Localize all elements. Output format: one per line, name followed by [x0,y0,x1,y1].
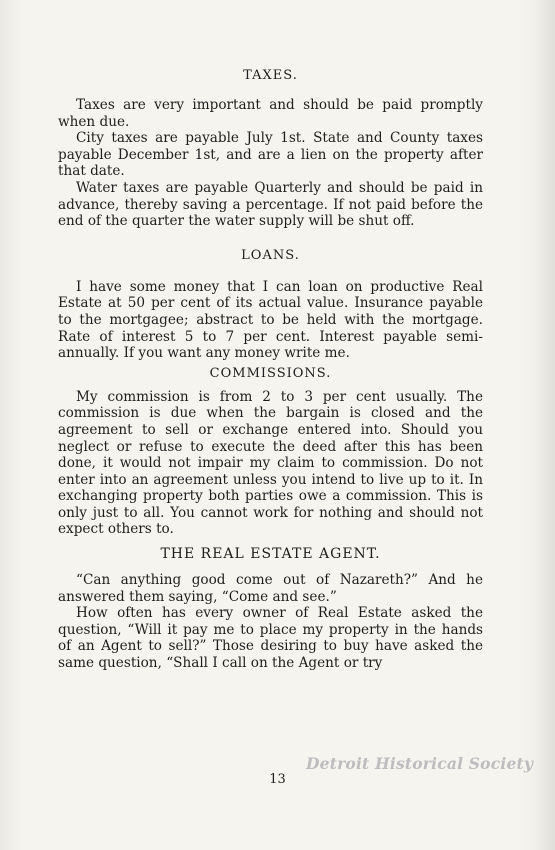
paragraph: My commission is from 2 to 3 per cent usually. The commission is due when the bargain is closed and the agreement to sell or exchange entered into. Should you neglect or refuse to execute the deed after this has been done, it would not impair my claim to commission. Do not enter into an agreement unless you intend to live up to it. In exchanging property both parties owe a commission. This is only just to all. You cannot work for nothing and should not expect others to. [58,388,483,538]
section-heading-real-estate-agent: THE REAL ESTATE AGENT. [160,546,381,563]
section-heading-taxes: TAXES. [243,68,298,83]
paragraph: “Can anything good come out of Nazareth?” And he answered them saying, “Come and see.” [58,572,483,605]
section-heading-loans: LOANS. [241,247,300,263]
paragraph: Taxes are very important and should be paid promptly when due. [58,97,483,130]
page-number: 13 [269,772,286,787]
paragraph: Water taxes are payable Quarterly and should be paid in advance, thereby saving a percentage. If not paid before the end of the quarter the water supply will be shut off. [58,179,483,230]
section-loans [58,248,483,362]
section-taxes [58,68,483,230]
section-commissions [58,366,483,538]
section-heading-commissions: COMMISSIONS. [209,365,332,381]
paragraph: I have some money that I can loan on productive Real Estate at 50 per cent of its actual value. Insurance payable to the mortgagee; abstract to be held with the mortgage. Rate of interest 5 to 7 per cent. Interest payable semi-annually. If you want any money write me. [58,278,483,362]
paragraph: How often has every owner of Real Estate asked the question, “Will it pay me to place my property in the hands of an Agent to sell?” Those desiring to buy have asked the same question, “Shall I call on the Agent or try [58,605,483,672]
watermark: Detroit Historical Society [306,754,534,773]
paragraph: City taxes are payable July 1st. State and County taxes payable December 1st, and are a lien on the property after that date. [58,130,483,180]
page-edge-shadow [535,0,555,850]
section-real-estate-agent [58,546,483,672]
